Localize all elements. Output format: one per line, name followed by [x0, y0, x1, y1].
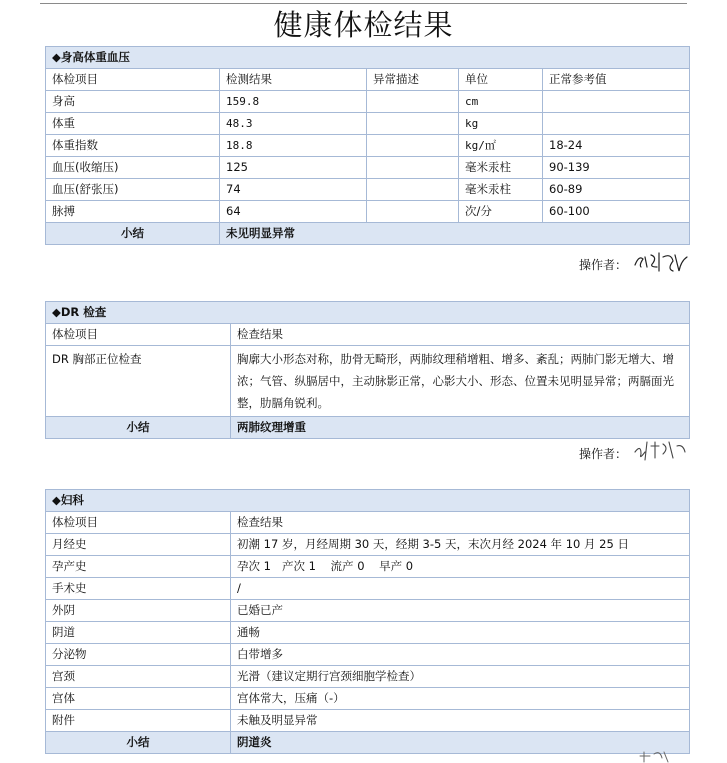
- column-header: 体检项目: [46, 69, 220, 91]
- table-row: [46, 622, 690, 644]
- table-row: [46, 91, 690, 113]
- result-cell: 宫体常大，压痛（-）: [231, 688, 690, 710]
- abnormal-cell: [367, 157, 459, 179]
- result-cell: 18.8: [220, 135, 367, 157]
- table-row: [46, 556, 690, 578]
- abnormal-cell: [367, 113, 459, 135]
- table-row: [46, 135, 690, 157]
- section-heading: ◆妇科: [46, 490, 690, 512]
- result-cell: 74: [220, 179, 367, 201]
- operator-signature: [631, 436, 691, 466]
- column-header: 检测结果: [220, 69, 367, 91]
- item-cell: 宫颈: [46, 666, 231, 688]
- operator-line: [579, 446, 627, 462]
- summary-label: 小结: [46, 223, 220, 245]
- operator-label: 操作者：: [579, 447, 628, 461]
- result-cell: 胸廓大小形态对称，肋骨无畸形，两肺纹理稍增粗、增多、紊乱；两肺门影无增大、增浓；气管、纵膈居中，主动脉影正常，心影大小、形态、位置未见明显异常；两膈面光整，肋膈角锐利。: [231, 346, 690, 417]
- abnormal-cell: [367, 201, 459, 223]
- unit-cell: 毫米汞柱: [459, 157, 543, 179]
- column-header: 检查结果: [231, 324, 690, 346]
- gynecology-table: [45, 489, 690, 754]
- table-row: [46, 688, 690, 710]
- table-row: [46, 578, 690, 600]
- unit-cell: cm: [459, 91, 543, 113]
- item-cell: 外阴: [46, 600, 231, 622]
- summary-label: 小结: [46, 417, 231, 439]
- item-cell: 血压(收缩压): [46, 157, 220, 179]
- result-cell: 孕次 1 产次 1 流产 0 早产 0: [231, 556, 690, 578]
- table-row: [46, 201, 690, 223]
- section-heading-row: [46, 490, 690, 512]
- summary-row: [46, 732, 690, 754]
- section-heading: ◆身高体重血压: [46, 47, 690, 69]
- summary-value: 两肺纹理增重: [231, 417, 690, 439]
- item-cell: 体重指数: [46, 135, 220, 157]
- result-cell: 已婚已产: [231, 600, 690, 622]
- section-heading-row: [46, 302, 690, 324]
- operator-label: 操作者：: [579, 258, 628, 272]
- column-header: 体检项目: [46, 512, 231, 534]
- abnormal-cell: [367, 179, 459, 201]
- item-cell: DR 胸部正位检查: [46, 346, 231, 417]
- section-heading-row: [46, 47, 690, 69]
- column-header-row: [46, 324, 690, 346]
- dr-exam-table: [45, 301, 690, 439]
- section-heading: ◆DR 检查: [46, 302, 690, 324]
- item-cell: 血压(舒张压): [46, 179, 220, 201]
- table-row: [46, 710, 690, 732]
- table-row: [46, 157, 690, 179]
- unit-cell: kg/㎡: [459, 135, 543, 157]
- item-cell: 月经史: [46, 534, 231, 556]
- result-cell: 白带增多: [231, 644, 690, 666]
- table-row: [46, 600, 690, 622]
- summary-label: 小结: [46, 732, 231, 754]
- table-row: [46, 113, 690, 135]
- item-cell: 手术史: [46, 578, 231, 600]
- reference-cell: [543, 113, 690, 135]
- table-row: [46, 346, 690, 417]
- unit-cell: 次/分: [459, 201, 543, 223]
- table-row: [46, 666, 690, 688]
- result-cell: 125: [220, 157, 367, 179]
- column-header-row: [46, 69, 690, 91]
- item-cell: 体重: [46, 113, 220, 135]
- column-header: 体检项目: [46, 324, 231, 346]
- result-cell: 64: [220, 201, 367, 223]
- column-header: 正常参考值: [543, 69, 690, 91]
- column-header-row: [46, 512, 690, 534]
- item-cell: 阴道: [46, 622, 231, 644]
- abnormal-cell: [367, 91, 459, 113]
- unit-cell: 毫米汞柱: [459, 179, 543, 201]
- summary-value: 阴道炎: [231, 732, 690, 754]
- item-cell: 附件: [46, 710, 231, 732]
- summary-row: [46, 417, 690, 439]
- top-rule: [40, 3, 687, 4]
- table-row: [46, 534, 690, 556]
- summary-value: 未见明显异常: [220, 223, 690, 245]
- table-row: [46, 644, 690, 666]
- summary-row: [46, 223, 690, 245]
- item-cell: 孕产史: [46, 556, 231, 578]
- unit-cell: kg: [459, 113, 543, 135]
- page-title: 健康体检结果: [273, 8, 454, 42]
- item-cell: 脉搏: [46, 201, 220, 223]
- reference-cell: 18-24: [543, 135, 690, 157]
- column-header: 异常描述: [367, 69, 459, 91]
- reference-cell: 60-89: [543, 179, 690, 201]
- reference-cell: 60-100: [543, 201, 690, 223]
- result-cell: 通畅: [231, 622, 690, 644]
- operator-signature: [636, 748, 676, 763]
- item-cell: 分泌物: [46, 644, 231, 666]
- item-cell: 宫体: [46, 688, 231, 710]
- result-cell: /: [231, 578, 690, 600]
- body-measurements-table: [45, 46, 690, 245]
- operator-line: [579, 257, 627, 273]
- abnormal-cell: [367, 135, 459, 157]
- result-cell: 光滑（建议定期行宫颈细胞学检查）: [231, 666, 690, 688]
- item-cell: 身高: [46, 91, 220, 113]
- result-cell: 159.8: [220, 91, 367, 113]
- table-row: [46, 179, 690, 201]
- reference-cell: [543, 91, 690, 113]
- result-cell: 初潮 17 岁，月经周期 30 天，经期 3-5 天，末次月经 2024 年 10 月 25 日: [231, 534, 690, 556]
- reference-cell: 90-139: [543, 157, 690, 179]
- operator-signature: [631, 247, 691, 277]
- column-header: 单位: [459, 69, 543, 91]
- result-cell: 48.3: [220, 113, 367, 135]
- column-header: 检查结果: [231, 512, 690, 534]
- result-cell: 未触及明显异常: [231, 710, 690, 732]
